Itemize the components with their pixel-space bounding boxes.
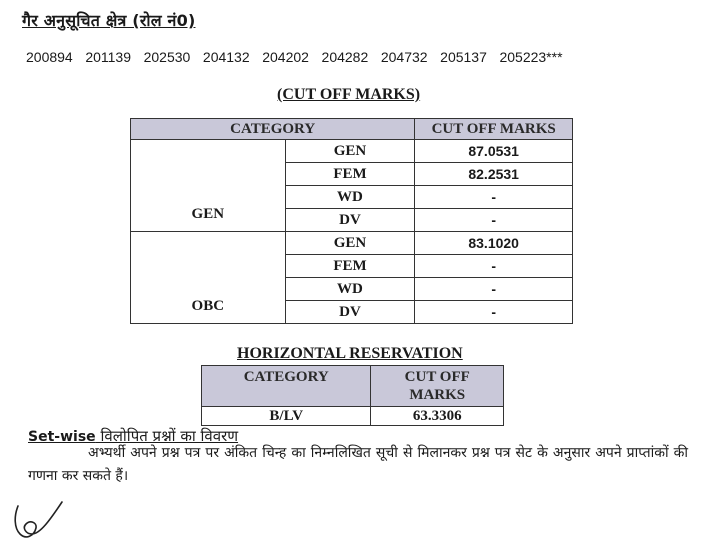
horizontal-reservation-table [201, 365, 504, 426]
subcategory-cell: DV [285, 301, 415, 324]
section-heading: गैर अनुसूचित क्षेत्र (रोल नं0) [22, 11, 196, 30]
mark-cell: - [415, 255, 573, 278]
mark-cell: 83.1020 [415, 232, 573, 255]
group-label-gen: GEN [131, 140, 286, 232]
subcategory-cell: GEN [285, 232, 415, 255]
instruction-paragraph: अभ्यर्थी अपने प्रश्न पत्र पर अंकित चिन्ह का निम्नलिखित सूची से मिलानकर प्रश्न पत्र सेट के अनुसार अपने प्राप्तांकों की गणना कर सकते हैं। [28, 445, 688, 484]
roll-number: 202530 [143, 49, 191, 65]
subcategory-cell: GEN [285, 140, 415, 163]
roll-number: 204732 [380, 49, 428, 65]
subcategory-cell: WD [285, 278, 415, 301]
mark-cell: - [415, 301, 573, 324]
setwise-hindi-label: विलोपित प्रश्नों का विवरण [100, 427, 239, 445]
cutoff-marks-header [371, 366, 504, 407]
roll-number: 200894 [26, 49, 73, 65]
mark-cell: 82.2531 [415, 163, 573, 186]
subcategory-cell: FEM [285, 255, 415, 278]
horizontal-reservation-title: HORIZONTAL RESERVATION [237, 345, 463, 362]
mark-cell: - [415, 186, 573, 209]
table-header-row [202, 366, 504, 407]
subcategory-cell: FEM [285, 163, 415, 186]
cutoff-title: (CUT OFF MARKS) [277, 86, 421, 103]
roll-number-list [26, 49, 575, 65]
roll-number: 204282 [321, 49, 369, 65]
cutoff-table [130, 118, 573, 324]
roll-number: 204132 [202, 49, 250, 65]
table-row [202, 407, 504, 426]
cutoff-marks-header: CUT OFF MARKS [415, 119, 573, 140]
category-header: CATEGORY [131, 119, 415, 140]
signature-mark [10, 498, 70, 547]
mark-cell: 63.3306 [371, 407, 504, 426]
table-header-row [131, 119, 573, 140]
roll-number: 205223*** [499, 49, 563, 65]
header-line: MARKS [409, 387, 466, 403]
setwise-label: Set-wise [28, 429, 96, 445]
table-row [131, 232, 573, 255]
table-row [131, 140, 573, 163]
signature-icon [10, 498, 70, 543]
mark-cell: 87.0531 [415, 140, 573, 163]
subcategory-cell: WD [285, 186, 415, 209]
header-line: CUT OFF [404, 369, 470, 385]
roll-number: 205137 [440, 49, 487, 65]
roll-number: 204202 [262, 49, 309, 65]
roll-number: 201139 [85, 49, 131, 65]
subcategory-cell: DV [285, 209, 415, 232]
mark-cell: - [415, 278, 573, 301]
category-header: CATEGORY [202, 366, 371, 407]
group-label-obc: OBC [131, 232, 286, 324]
category-cell: B/LV [202, 407, 371, 426]
mark-cell: - [415, 209, 573, 232]
